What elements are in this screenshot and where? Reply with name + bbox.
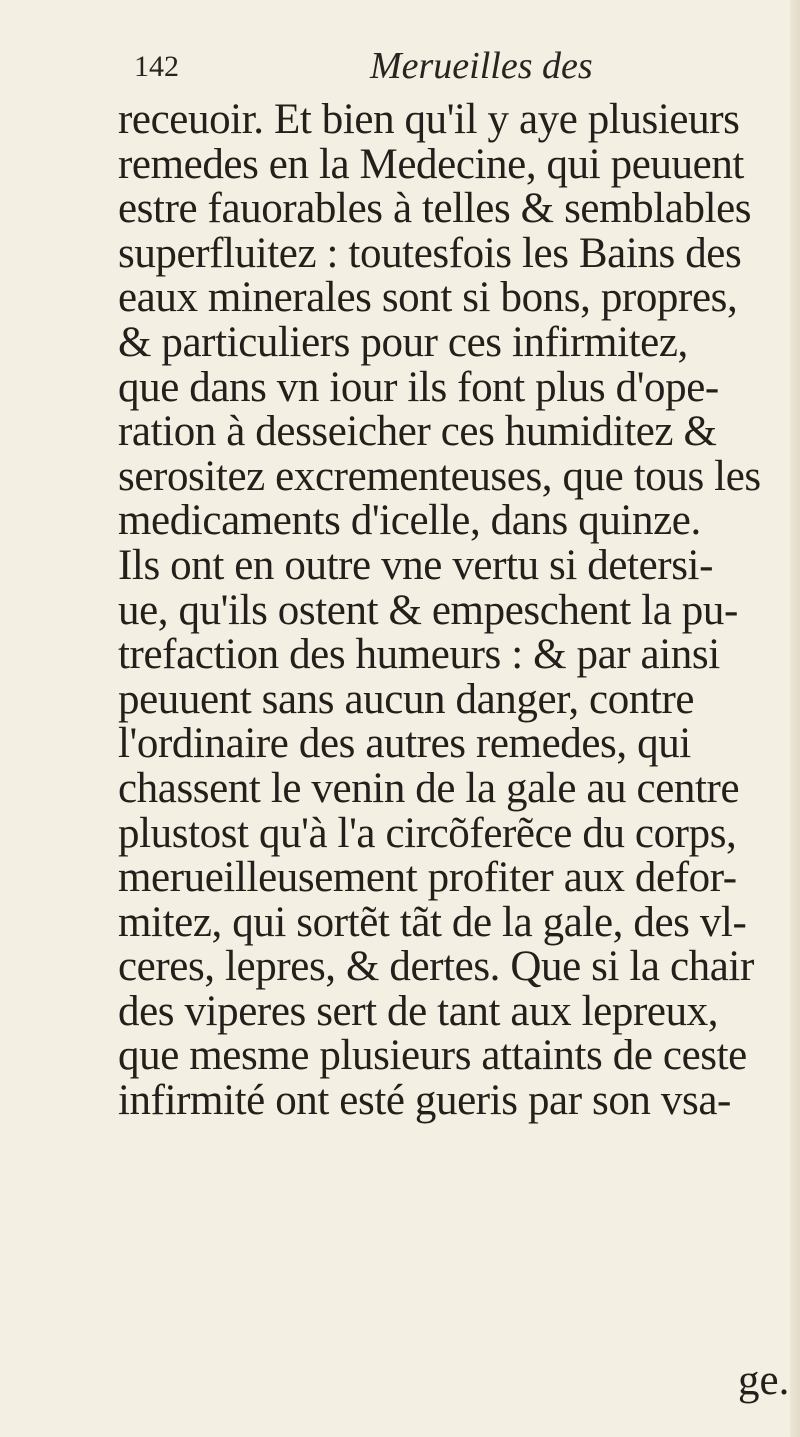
text-line: chassent le venin de la gale au centre xyxy=(118,764,740,812)
running-title: Merueilles des xyxy=(370,45,593,87)
page-header xyxy=(134,42,754,90)
text-line: trefaction des humeurs : & par ainsi xyxy=(118,631,720,679)
text-line: plustost qu'à l'a circõferẽce du corps, xyxy=(118,809,737,857)
page-number: 142 xyxy=(134,50,179,83)
text-line: que mesme plusieurs attaints de ceste xyxy=(118,1032,747,1080)
text-line: ration à desseicher ces humiditez & xyxy=(118,408,717,456)
text-line: & particuliers pour ces infirmitez, xyxy=(118,318,688,366)
text-line: receuoir. Et bien qu'il y aye plusieurs xyxy=(118,96,740,143)
text-line: superfluitez : toutesfois les Bains des xyxy=(118,229,742,277)
text-line: ceres, lepres, & dertes. Que si la chair xyxy=(118,943,754,991)
text-line: que dans vn iour ils font plus d'ope- xyxy=(118,363,719,411)
text-line: Ils ont en outre vne vertu si detersi- xyxy=(118,541,713,589)
text-line: infirmité ont esté gueris par son vsa- xyxy=(118,1077,731,1125)
text-line: peuuent sans aucun danger, contre xyxy=(118,675,695,723)
text-line: medicaments d'icelle, dans quinze. xyxy=(118,497,701,545)
text-line: l'ordinaire des autres remedes, qui xyxy=(118,720,691,768)
text-line: remedes en la Medecine, qui peuuent xyxy=(118,140,744,188)
text-line: mitez, qui sortẽt tãt de la gale, des vl- xyxy=(118,898,747,946)
text-line: des viperes sert de tant aux lepreux, xyxy=(118,987,719,1035)
text-line: estre fauorables à telles & semblables xyxy=(118,185,752,233)
text-line: merueilleusement profiter aux defor- xyxy=(118,854,737,902)
text-line: eaux minerales sont si bons, propres, xyxy=(118,274,738,322)
text-line: serositez excrementeuses, que tous les xyxy=(118,452,761,500)
text-line: ue, qu'ils ostent & empeschent la pu- xyxy=(118,586,738,634)
catchword: ge. xyxy=(738,1357,790,1404)
body-text xyxy=(118,98,792,1124)
page-edge xyxy=(790,0,800,1437)
